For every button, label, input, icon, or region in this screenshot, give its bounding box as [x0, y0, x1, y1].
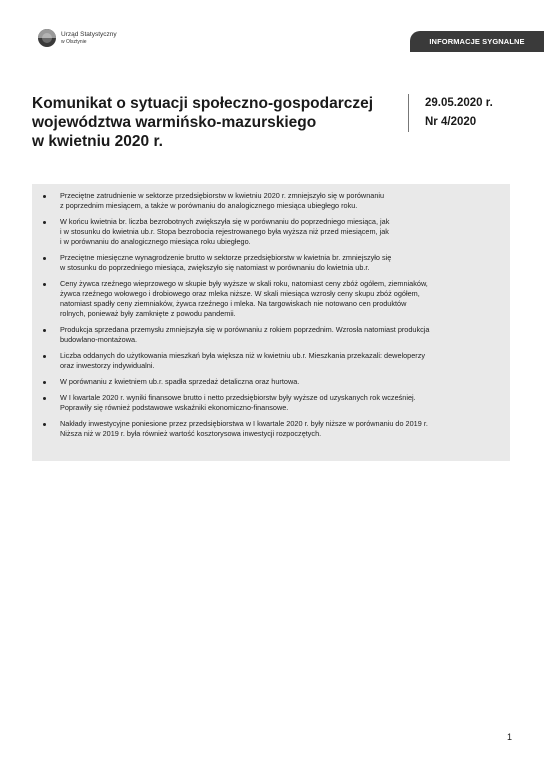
- summary-item-line: W porównaniu z kwietniem ub.r. spadła sprzedaż detaliczna oraz hurtowa.: [60, 377, 300, 386]
- publication-number: Nr 4/2020: [425, 116, 477, 128]
- title-line-2: województwa warmińsko-mazurskiego: [32, 114, 317, 131]
- bullet-icon: [43, 257, 46, 260]
- summary-item-line: Produkcja sprzedana przemysłu zmniejszyła się w porównaniu z rokiem poprzednim. Wzrosła natomiast produkcja: [60, 325, 430, 334]
- summary-item-line: Poprawiły się również podstawowe wskaźniki ekonomiczno-finansowe.: [60, 403, 289, 412]
- summary-item-line: rolnych, ponieważ były zamknięte z powodu pandemii.: [60, 309, 236, 318]
- summary-box: [32, 184, 510, 461]
- summary-item-line: W końcu kwietnia br. liczba bezrobotnych zwiększyła się w porównaniu do poprzedniego miesiąca, jak: [60, 217, 390, 226]
- summary-item: [42, 419, 502, 439]
- title-line-1: Komunikat o sytuacji społeczno-gospodarczej: [32, 95, 374, 112]
- bullet-icon: [43, 355, 46, 358]
- summary-item-line: Liczba oddanych do użytkowania mieszkań była większa niż w kwietniu ub.r. Mieszkania przekazali: deweloperzy: [60, 351, 426, 360]
- summary-item: [42, 351, 502, 371]
- document-meta: [425, 94, 493, 132]
- summary-item-line: Przeciętne zatrudnienie w sektorze przedsiębiorstw w kwietniu 2020 r. zmniejszyło się w porównaniu: [60, 191, 385, 200]
- bullet-icon: [43, 195, 46, 198]
- summary-item-line: W I kwartale 2020 r. wyniki finansowe brutto i netto przedsiębiorstw były wyższe od uzyskanych rok wcześniej.: [60, 393, 416, 402]
- summary-item-line: żywca rzeźnego wołowego i drobiowego oraz mleka niższe. W skali miesiąca wzrosły ceny skupu zbóż ogółem,: [60, 289, 420, 298]
- title-line-3: w kwietniu 2020 r.: [32, 133, 163, 150]
- header-divider: [408, 94, 409, 132]
- bullet-icon: [43, 397, 46, 400]
- summary-item: [42, 393, 502, 413]
- summary-item-line: i w porównaniu do analogicznego miesiąca roku ubiegłego.: [60, 237, 251, 246]
- publication-date: 29.05.2020 r.: [425, 97, 493, 109]
- summary-item-line: Nakłady inwestycyjne poniesione przez przedsiębiorstwa w I kwartale 2020 r. były niższe w porównaniu do 2019 r.: [60, 419, 428, 428]
- bullet-icon: [43, 221, 46, 224]
- logo-text: [61, 31, 117, 45]
- summary-item-line: w stosunku do poprzedniego miesiąca, zwiększyło się natomiast w porównaniu do kwietnia ub.r.: [60, 263, 370, 272]
- summary-item-line: z poprzednim miesiącem, a także w porównaniu do analogicznego miesiąca ubiegłego roku.: [60, 201, 358, 210]
- summary-item-line: budowlano-montażowa.: [60, 335, 138, 344]
- logo-icon: [38, 29, 56, 47]
- logo-line-1: Urząd Statystyczny: [61, 31, 117, 38]
- document-title: [32, 94, 392, 151]
- logo: [38, 29, 117, 47]
- publication-type-badge: INFORMACJE SYGNALNE: [410, 31, 544, 52]
- summary-item-line: i w stosunku do kwietnia ub.r. Stopa bezrobocia rejestrowanego była wyższa niż przed miesiącem, jak: [60, 227, 389, 236]
- bullet-icon: [43, 381, 46, 384]
- bullet-icon: [43, 283, 46, 286]
- summary-list: [42, 191, 502, 439]
- summary-item: [42, 253, 502, 273]
- summary-item: [42, 325, 502, 345]
- bullet-icon: [43, 329, 46, 332]
- summary-item: [42, 279, 502, 319]
- summary-item-line: natomiast spadły ceny ziemniaków, żywca rzeźnego i mleka. Na targowiskach nie notowano cen produktów: [60, 299, 407, 308]
- summary-item-line: Ceny żywca rzeźnego wieprzowego w skupie były wyższe w skali roku, natomiast ceny zbóż ogółem, ziemniaków,: [60, 279, 428, 288]
- bullet-icon: [43, 423, 46, 426]
- summary-item: [42, 217, 502, 247]
- summary-item: [42, 191, 502, 211]
- page-number: 1: [507, 732, 513, 742]
- summary-item-line: Niższa niż w 2019 r. była również wartość kosztorysowa inwestycji rozpoczętych.: [60, 429, 322, 438]
- logo-line-2: w Olsztynie: [61, 39, 87, 45]
- summary-item-line: Przeciętne miesięczne wynagrodzenie brutto w sektorze przedsiębiorstw w kwietnia br. zmniejszyło się: [60, 253, 392, 262]
- summary-item: [42, 377, 502, 387]
- summary-item-line: oraz inwestorzy indywidualni.: [60, 361, 155, 370]
